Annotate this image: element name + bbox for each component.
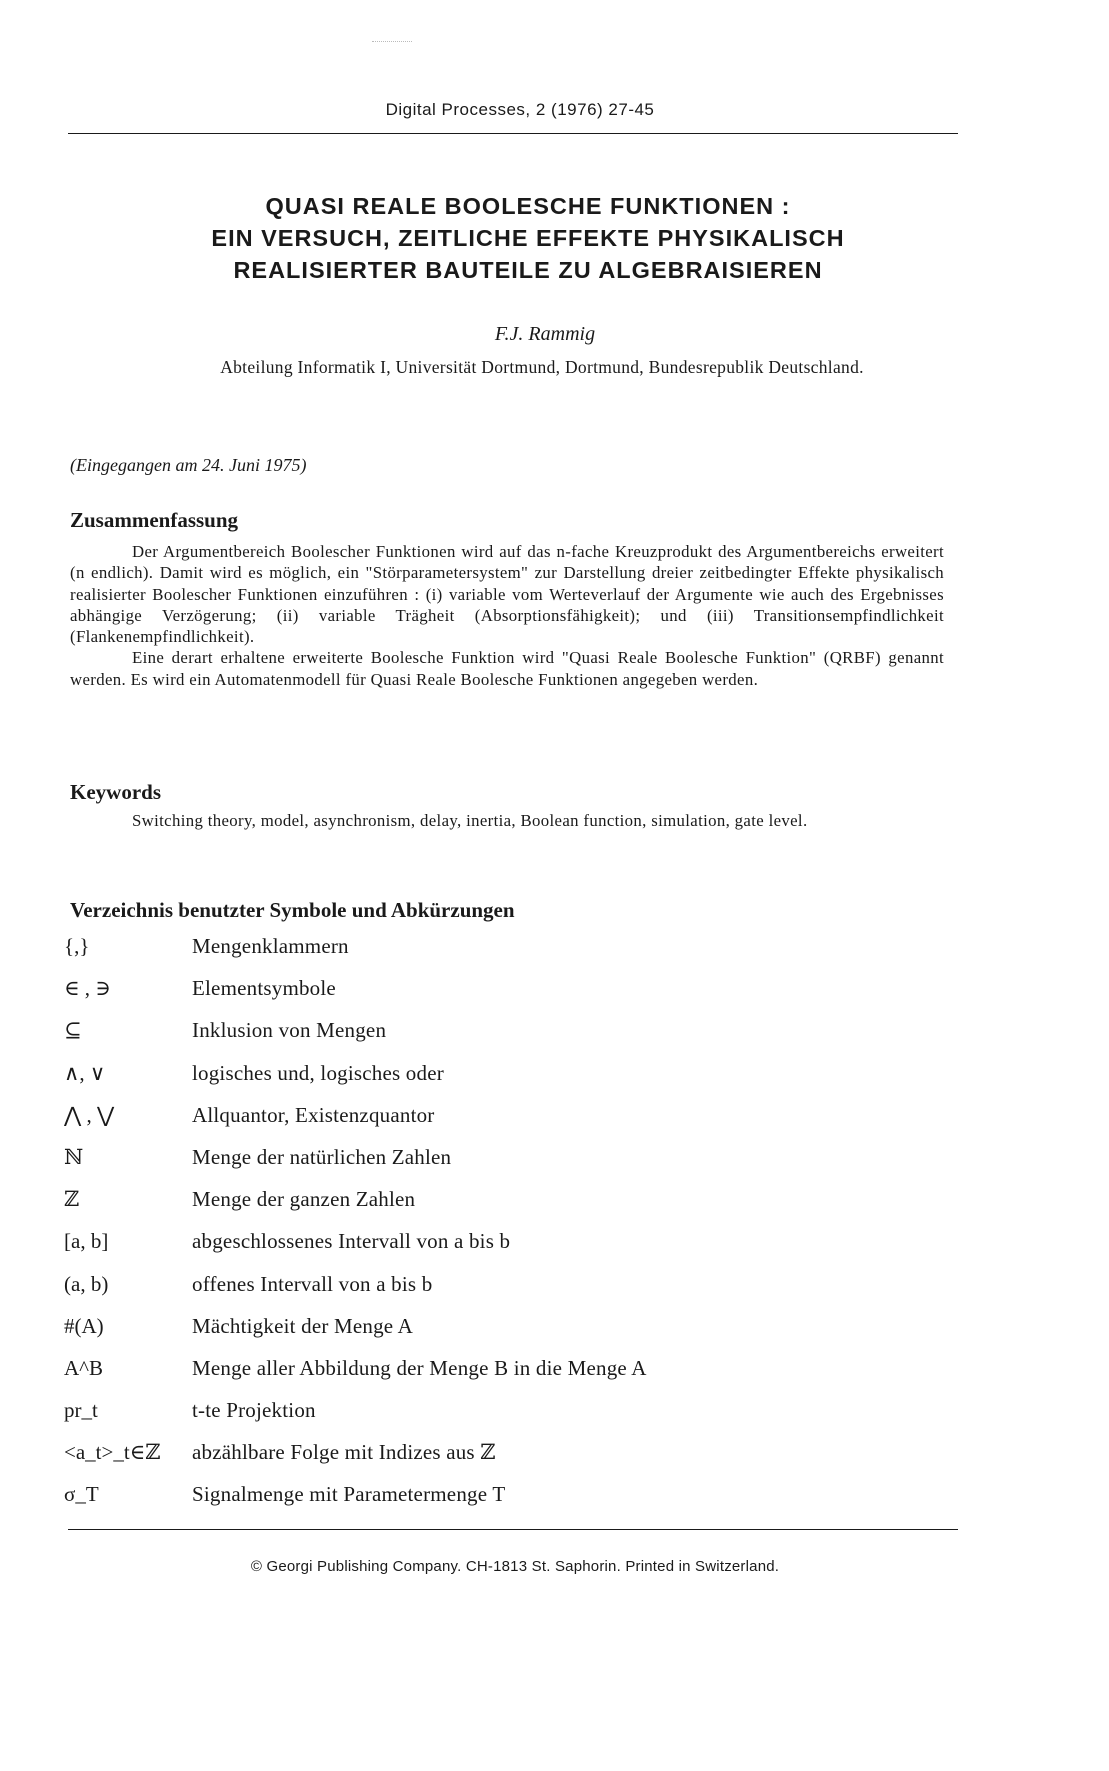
symbol-description: abzählbare Folge mit Indizes aus ℤ [192, 1440, 496, 1465]
abstract-paragraph: Der Argumentbereich Boolescher Funktionen wird auf das n-fache Kreuzprodukt des Argumentbereichs erweitert (n endlich). Damit wird es möglich, ein "Störparametersystem" zur Darstellung dreier zeitbedingter Effekte physikalisch realisierter Boolescher Funktionen einzuführen : (i) variable vom Werteverlauf der Argumente wie auch des Ergebnisses abhängige Verzögerung; (ii) variable Trägheit (Absorptionsfähigkeit); und (iii) Transitionsempfindlichkeit (Flankenempfindlichkeit). [70, 542, 944, 647]
paper-title [0, 190, 1056, 286]
symbols-heading: Verzeichnis benutzter Symbole und Abkürzungen [70, 898, 515, 922]
symbol-cell: [a, b] [64, 1229, 109, 1254]
symbol-cell: <a_t>_t∈ℤ [64, 1440, 161, 1465]
symbol-row [64, 976, 824, 1018]
affiliation: Abteilung Informatik I, Universität Dortmund, Dortmund, Bundesrepublik Deutschland. [220, 357, 864, 377]
received-date: (Eingegangen am 24. Juni 1975) [70, 455, 307, 475]
symbol-row [64, 1229, 824, 1271]
title-line: EIN VERSUCH, ZEITLICHE EFFEKTE PHYSIKALISCH [211, 225, 845, 251]
symbol-cell: pr_t [64, 1398, 98, 1423]
keywords-text: Switching theory, model, asynchronism, delay, inertia, Boolean function, simulation, gate level. [132, 811, 808, 830]
symbol-cell: ℤ [64, 1187, 80, 1212]
symbol-row [64, 1272, 824, 1314]
symbols-table [64, 934, 824, 1525]
symbol-description: abgeschlossenes Intervall von a bis b [192, 1229, 511, 1254]
symbol-description: Menge aller Abbildung der Menge B in die Menge A [192, 1355, 647, 1380]
header-rule [68, 133, 958, 134]
title-line: REALISIERTER BAUTEILE ZU ALGEBRAISIEREN [233, 257, 823, 283]
scan-speck [372, 41, 412, 42]
symbol-cell: ℕ [64, 1144, 84, 1169]
symbol-description: Signalmenge mit Parametermenge T [192, 1482, 506, 1507]
symbol-row [64, 1018, 824, 1060]
symbol-description: Elementsymbole [192, 976, 336, 1001]
symbol-cell: ⋀ , ⋁ [64, 1102, 115, 1127]
symbol-cell: ∈ , ∋ [64, 976, 111, 1001]
symbol-row [64, 1356, 824, 1398]
symbol-description: Mächtigkeit der Menge A [192, 1313, 413, 1338]
symbol-row [64, 1061, 824, 1103]
symbol-row [64, 1314, 824, 1356]
symbol-cell: σ_T [64, 1482, 99, 1507]
abstract-body [70, 541, 944, 690]
running-head: Digital Processes, 2 (1976) 27-45 [385, 100, 655, 119]
symbol-description: logisches und, logisches oder [192, 1060, 444, 1085]
symbol-description: Allquantor, Existenzquantor [192, 1102, 435, 1127]
symbol-row [64, 1103, 824, 1145]
symbol-description: Menge der ganzen Zahlen [192, 1187, 416, 1212]
symbol-description: Inklusion von Mengen [192, 1018, 387, 1043]
symbol-row [64, 1482, 824, 1524]
symbol-cell: (a, b) [64, 1271, 109, 1296]
keywords-body [70, 810, 946, 832]
symbol-cell: #(A) [64, 1313, 104, 1338]
author: F.J. Rammig [494, 323, 596, 345]
symbol-row [64, 1145, 824, 1187]
abstract-paragraph: Eine derart erhaltene erweiterte Boolesche Funktion wird "Quasi Reale Boolesche Funktion" (QRBF) genannt werden. Es wird ein Automatenmodell für Quasi Reale Boolesche Funktionen angegeben werden. [70, 648, 944, 689]
footer-rule [68, 1529, 958, 1530]
abstract-heading: Zusammenfassung [70, 508, 239, 532]
symbol-cell: {,} [64, 934, 90, 958]
symbol-row [64, 934, 824, 976]
symbol-cell: ⊆ [64, 1018, 82, 1043]
symbol-description: t-te Projektion [192, 1398, 316, 1423]
symbol-cell: A^B [64, 1355, 104, 1380]
symbol-description: offenes Intervall von a bis b [192, 1271, 433, 1296]
title-line: QUASI REALE BOOLESCHE FUNKTIONEN : [265, 193, 791, 219]
symbol-cell: ∧, ∨ [64, 1060, 106, 1085]
symbol-description: Mengenklammern [192, 934, 349, 958]
symbol-row [64, 1187, 824, 1229]
symbol-description: Menge der natürlichen Zahlen [192, 1144, 452, 1169]
keywords-heading: Keywords [70, 780, 161, 804]
symbol-row [64, 1398, 824, 1440]
copyright-footer: © Georgi Publishing Company. CH-1813 St. Saphorin. Printed in Switzerland. [250, 1558, 780, 1575]
symbol-row [64, 1440, 824, 1482]
